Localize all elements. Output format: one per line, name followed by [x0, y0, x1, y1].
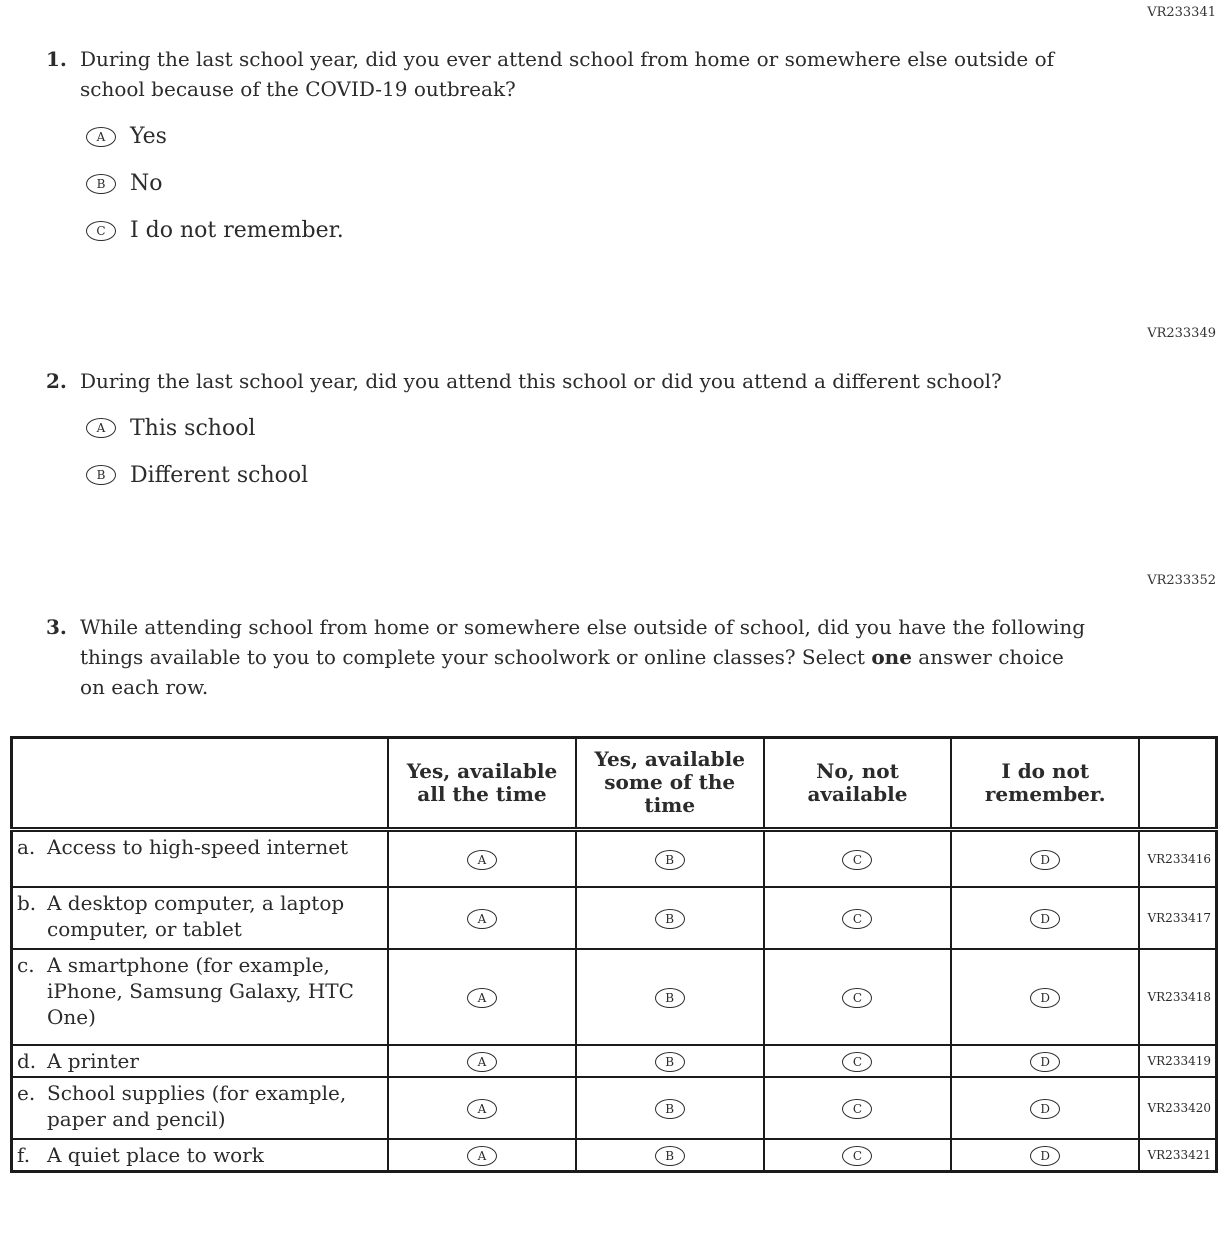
answer-bubble-b-icon[interactable]: B	[86, 174, 116, 194]
answer-bubble-c-icon[interactable]: C	[842, 909, 872, 929]
question-2	[46, 366, 1218, 488]
answer-bubble-b-icon[interactable]: B	[655, 988, 685, 1008]
answer-bubble-d-icon[interactable]: D	[1030, 1052, 1060, 1072]
table-row-c	[12, 949, 1217, 1045]
question-3	[46, 612, 1218, 702]
row-a-item-label: Access to high-speed internet	[47, 834, 349, 859]
option-q2-a-label: This school	[130, 415, 256, 441]
question-2-number: 2.	[46, 368, 67, 393]
row-a-code: VR233416	[1139, 829, 1216, 887]
answer-bubble-d-icon[interactable]: D	[1030, 850, 1060, 870]
row-b-letter: b.	[17, 891, 37, 916]
option-q2-b-label: Different school	[130, 462, 309, 488]
question-1-options	[86, 124, 1218, 243]
row-c-code: VR233418	[1139, 949, 1216, 1045]
answer-bubble-d-icon[interactable]: D	[1030, 988, 1060, 1008]
question-2-options	[86, 416, 1218, 488]
answer-bubble-a-icon[interactable]: A	[467, 1146, 497, 1166]
answer-bubble-b-icon[interactable]: B	[655, 1099, 685, 1119]
question-1-number: 1.	[46, 47, 67, 72]
table-row-f	[12, 1139, 1217, 1172]
row-e-item-label: School supplies (for example, paper and pencil)	[47, 1081, 347, 1132]
availability-table	[10, 736, 1218, 1174]
option-q2-a[interactable]	[86, 416, 1218, 441]
table-row-a	[12, 829, 1217, 887]
option-q1-b[interactable]	[86, 171, 1218, 196]
row-e-code: VR233420	[1139, 1077, 1216, 1139]
question-1-code: VR233341	[1147, 5, 1216, 20]
answer-bubble-a-icon[interactable]: A	[86, 127, 116, 147]
answer-bubble-c-icon[interactable]: C	[86, 221, 116, 241]
answer-bubble-a-icon[interactable]: A	[86, 418, 116, 438]
answer-bubble-b-icon[interactable]: B	[655, 850, 685, 870]
question-2-text: During the last school year, did you attend this school or did you attend a different school?	[80, 368, 1002, 393]
answer-bubble-d-icon[interactable]: D	[1030, 1099, 1060, 1119]
option-q1-a-label: Yes	[130, 124, 167, 150]
table-header-row	[12, 737, 1217, 829]
question-3-code: VR233352	[1147, 572, 1216, 588]
option-q1-c[interactable]	[86, 218, 1218, 243]
question-3-number: 3.	[46, 614, 67, 639]
row-f-item-label: A quiet place to work	[47, 1143, 264, 1168]
answer-bubble-b-icon[interactable]: B	[655, 1146, 685, 1166]
row-c-letter: c.	[17, 953, 35, 978]
answer-bubble-c-icon[interactable]: C	[842, 850, 872, 870]
answer-bubble-d-icon[interactable]: D	[1030, 909, 1060, 929]
answer-bubble-a-icon[interactable]: A	[467, 1099, 497, 1119]
row-c-item-label: A smartphone (for example, iPhone, Samsung Galaxy, HTC One)	[47, 953, 354, 1030]
question-3-text	[80, 612, 1090, 702]
question-3-text-part1: While attending school from home or somewhere else outside of school, did you have the following things available to you to complete your schoolwork or online classes? Select	[80, 614, 1086, 669]
answer-bubble-c-icon[interactable]: C	[842, 1146, 872, 1166]
option-q1-a[interactable]	[86, 124, 1218, 149]
row-b-code: VR233417	[1139, 887, 1216, 949]
header-yes-all-time: Yes, available all the time	[388, 737, 576, 829]
answer-bubble-c-icon[interactable]: C	[842, 988, 872, 1008]
header-no-not-available: No, not available	[764, 737, 952, 829]
option-q1-c-label: I do not remember.	[130, 218, 344, 244]
row-f-code: VR233421	[1139, 1139, 1216, 1172]
option-q2-b[interactable]	[86, 463, 1218, 488]
row-a-letter: a.	[17, 834, 36, 859]
spacer	[10, 265, 1218, 327]
table-row-e	[12, 1077, 1217, 1139]
row-d-item-label: A printer	[47, 1049, 139, 1074]
header-blank	[12, 737, 389, 829]
question-2-code: VR233349	[1147, 326, 1216, 342]
answer-bubble-a-icon[interactable]: A	[467, 1052, 497, 1072]
question-1	[46, 44, 1218, 243]
question-3-text-part2: answer choice on each row.	[80, 644, 1064, 699]
question-3-bold-word: one	[871, 644, 912, 669]
header-do-not-remember: I do not remember.	[951, 737, 1139, 829]
spacer	[10, 510, 1218, 574]
answer-bubble-a-icon[interactable]: A	[467, 909, 497, 929]
answer-bubble-b-icon[interactable]: B	[86, 465, 116, 485]
answer-bubble-c-icon[interactable]: C	[842, 1052, 872, 1072]
answer-bubble-b-icon[interactable]: B	[655, 1052, 685, 1072]
header-code-blank	[1139, 737, 1216, 829]
row-d-letter: d.	[17, 1049, 37, 1074]
answer-bubble-a-icon[interactable]: A	[467, 850, 497, 870]
row-b-item-label: A desktop computer, a laptop computer, or tablet	[47, 891, 345, 942]
header-yes-some-time: Yes, available some of the time	[576, 737, 764, 829]
answer-bubble-c-icon[interactable]: C	[842, 1099, 872, 1119]
table-row-d	[12, 1045, 1217, 1077]
row-f-letter: f.	[17, 1143, 31, 1168]
answer-bubble-a-icon[interactable]: A	[467, 988, 497, 1008]
row-e-letter: e.	[17, 1081, 36, 1106]
option-q1-b-label: No	[130, 171, 163, 197]
table-row-b	[12, 887, 1217, 949]
answer-bubble-d-icon[interactable]: D	[1030, 1146, 1060, 1166]
question-1-text: During the last school year, did you ever attend school from home or somewhere else outside of school because of the COVID-19 outbreak?	[80, 47, 1055, 102]
row-d-code: VR233419	[1139, 1045, 1216, 1077]
answer-bubble-b-icon[interactable]: B	[655, 909, 685, 929]
